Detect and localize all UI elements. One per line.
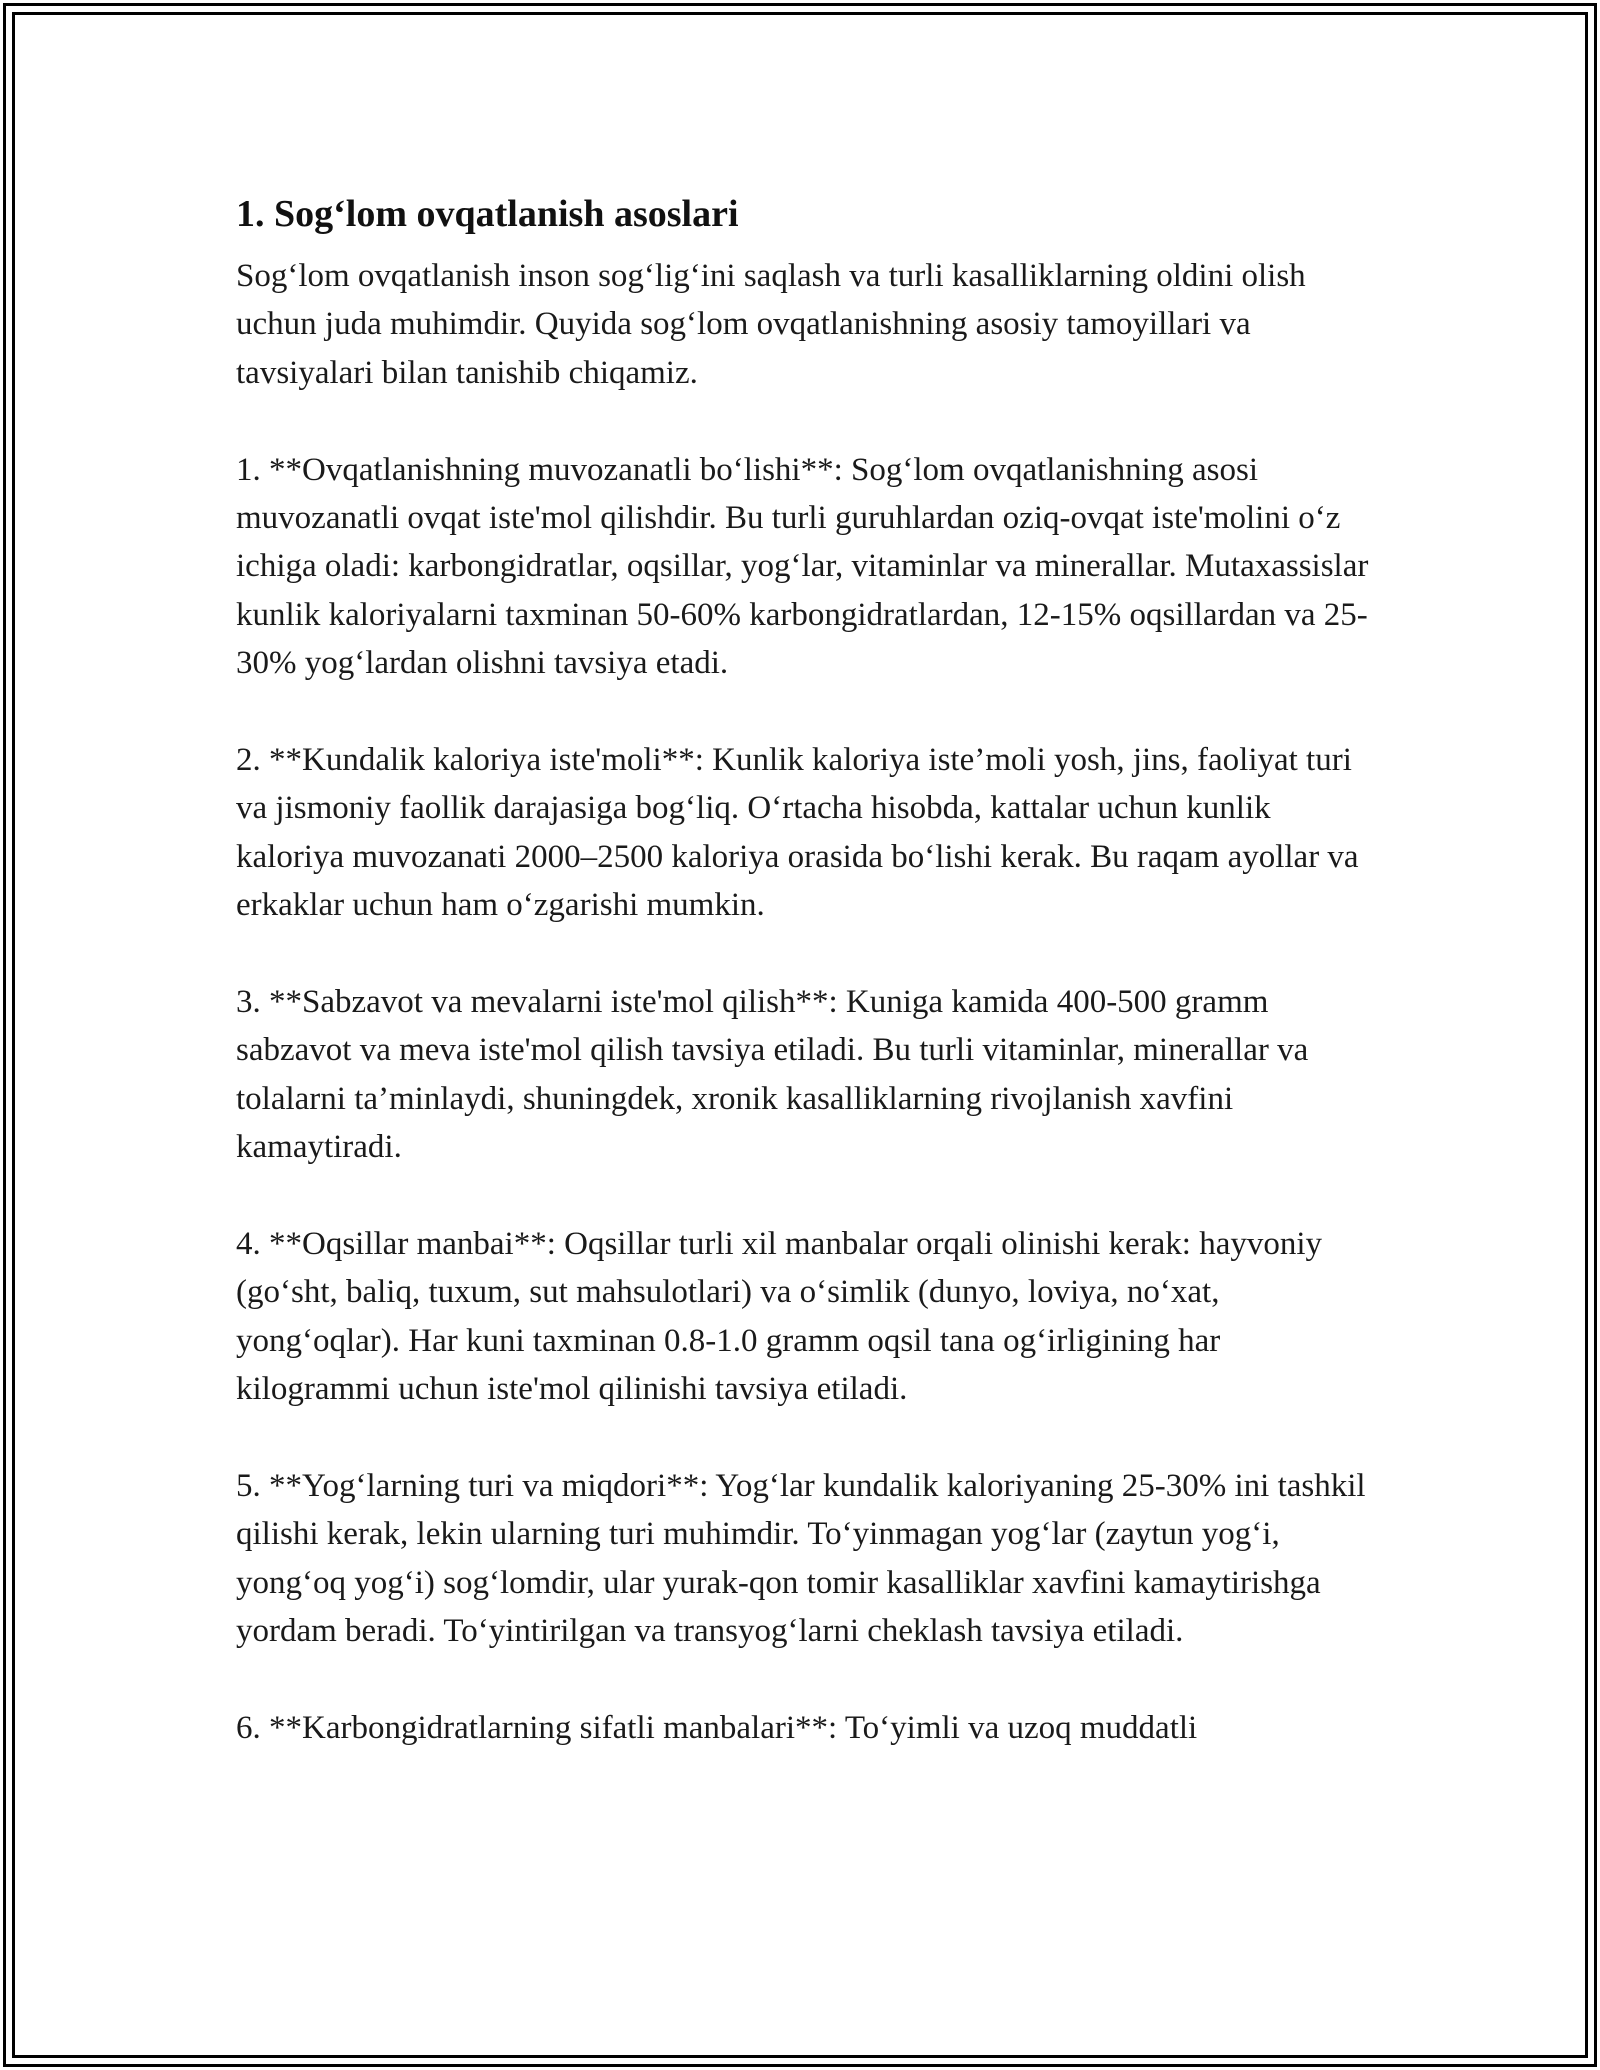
paragraph-item-4: 4. **Oqsillar manbai**: Oqsillar turli xil manbalar orqali olinishi kerak: hayvoniy (go‘sht, baliq, tuxum, sut mahsulotlari) va o‘simlik (dunyo, loviya, no‘xat, yong‘oqlar). Har kuni taxminan 0.8-1.0 gramm oqsil tana og‘irligining har kilogrammi uchun iste'mol qilinishi tavsiya etiladi.	[236, 1226, 1323, 1408]
paragraph-item-5: 5. **Yog‘larning turi va miqdori**: Yog‘lar kundalik kaloriyaning 25-30% ini tashkil qilishi kerak, lekin ularning turi muhimdir. To‘yinmagan yog‘lar (zaytun yog‘i, yong‘oq yog‘i) sog‘lomdir, ular yurak-qon tomir kasalliklar xavfini kamaytirishga yordam beradi. To‘yintirilgan va transyog‘larni cheklash tavsiya etiladi.	[236, 1468, 1366, 1650]
document-heading: 1. Sog‘lom ovqatlanish asoslari	[236, 193, 739, 235]
paragraph-item-2: 2. **Kundalik kaloriya iste'moli**: Kunlik kaloriya iste’moli yosh, jins, faoliyat turi va jismoniy faollik darajasiga bog‘liq. O‘rtacha hisobda, kattalar uchun kunlik kaloriya muvozanati 2000–2500 kaloriya orasida bo‘lishi kerak. Bu raqam ayollar va erkaklar uchun ham o‘zgarishi mumkin.	[236, 742, 1359, 924]
document-page	[236, 188, 1376, 1801]
paragraph-item-6: 6. **Karbongidratlarning sifatli manbalari**: To‘yimli va uzoq muddatli	[236, 1710, 1198, 1747]
paragraph-item-3: 3. **Sabzavot va mevalarni iste'mol qilish**: Kuniga kamida 400-500 gramm sabzavot va meva iste'mol qilish tavsiya etiladi. Bu turli vitaminlar, minerallar va tolalarni ta’minlaydi, shuningdek, xronik kasalliklarning rivojlanish xavfini kamaytiradi.	[236, 984, 1309, 1166]
intro-paragraph: Sog‘lom ovqatlanish inson sog‘lig‘ini saqlash va turli kasalliklarning oldini olish uchun juda muhimdir. Quyida sog‘lom ovqatlanishning asosiy tamoyillari va tavsiyalari bilan tanishib chiqamiz.	[236, 258, 1306, 391]
paragraph-item-1: 1. **Ovqatlanishning muvozanatli bo‘lishi**: Sog‘lom ovqatlanishning asosi muvozanatli ovqat iste'mol qilishdir. Bu turli guruhlardan oziq-ovqat iste'molini o‘z ichiga oladi: karbongidratlar, oqsillar, yog‘lar, vitaminlar va minerallar. Mutaxassislar kunlik kaloriyalarni taxminan 50-60% karbongidratlardan, 12-15% oqsillardan va 25-30% yog‘lardan olishni tavsiya etadi.	[236, 451, 1369, 682]
